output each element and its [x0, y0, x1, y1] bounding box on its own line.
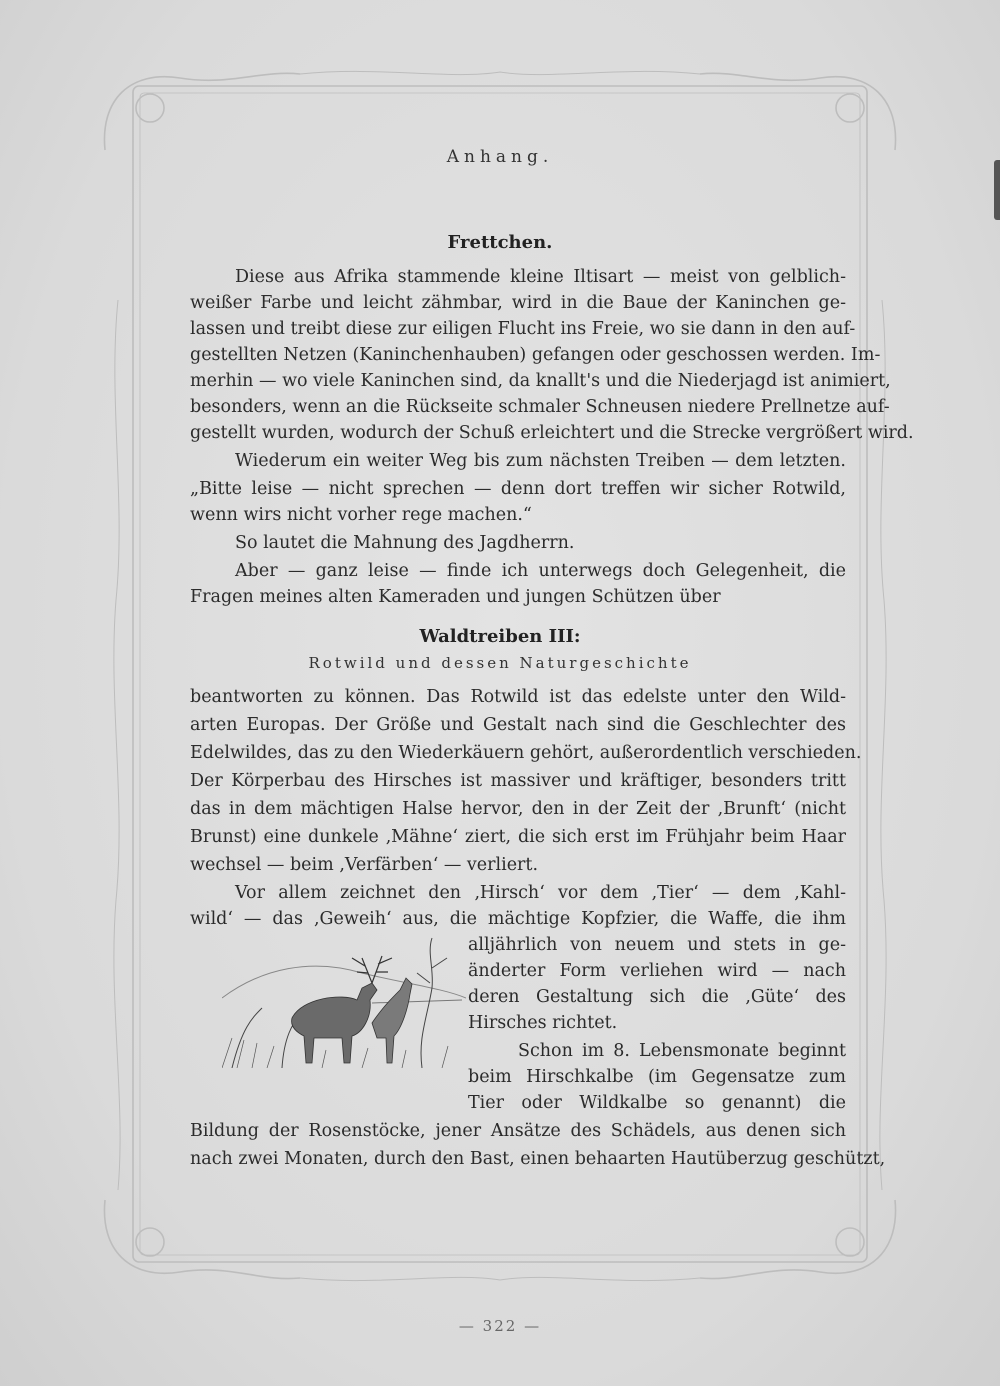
text-line: beim Hirschkalbe (im Gegensatze zum	[468, 1067, 846, 1087]
text-line: wenn wirs nicht vorher rege machen.“	[190, 505, 532, 525]
text-line: arten Europas. Der Größe und Gestalt nach sind die Geschlechter des	[190, 715, 846, 735]
text-line: Hirsches richtet.	[468, 1013, 618, 1033]
text-line: besonders, wenn an die Rückseite schmaler Schneusen niedere Prellnetze auf-	[190, 397, 890, 417]
text-line: wild‘ — das ‚Geweih‘ aus, die mächtige Kopfzier, die Waffe, die ihm	[190, 909, 846, 929]
text-line: Fragen meines alten Kameraden und jungen Schützen über	[190, 587, 721, 607]
text-line: beantworten zu können. Das Rotwild ist das edelste unter den Wild-	[190, 687, 846, 707]
text-line: Schon im 8. Lebensmonate beginnt	[518, 1041, 846, 1061]
text-line: Edelwildes, das zu den Wiederkäuern gehört, außerordentlich verschieden.	[190, 743, 862, 763]
text-line: Vor allem zeichnet den ‚Hirsch‘ vor dem ‚Tier‘ — dem ‚Kahl-	[235, 883, 846, 903]
text-line: gestellten Netzen (Kaninchenhauben) gefangen oder geschossen werden. Im-	[190, 345, 881, 365]
text-line: So lautet die Mahnung des Jagdherrn.	[235, 533, 575, 553]
deer-engraving-illustration	[222, 928, 466, 1068]
text-line: Wiederum ein weiter Weg bis zum nächsten Treiben — dem letzten.	[235, 451, 846, 471]
text-line: Diese aus Afrika stammende kleine Iltisart — meist von gelblich-	[235, 267, 846, 287]
page-edge-mark	[994, 160, 1000, 220]
text-line: weißer Farbe und leicht zähmbar, wird in die Baue der Kaninchen ge-	[190, 293, 846, 313]
text-line: Bildung der Rosenstöcke, jener Ansätze des Schädels, aus denen sich	[190, 1121, 846, 1141]
text-line: merhin — wo viele Kaninchen sind, da knallt's und die Niederjagd ist animiert,	[190, 371, 891, 391]
text-line: alljährlich von neuem und stets in ge-	[468, 935, 846, 955]
running-head: Anhang.	[446, 147, 554, 167]
text-line: gestellt wurden, wodurch der Schuß erleichtert und die Strecke vergrößert wird.	[190, 423, 914, 443]
text-line: änderter Form verliehen wird — nach	[468, 961, 846, 981]
text-line: Aber — ganz leise — finde ich unterwegs doch Gelegenheit, die	[235, 561, 846, 581]
text-line: das in dem mächtigen Halse hervor, den in der Zeit der ‚Brunft‘ (nicht	[190, 799, 846, 819]
section-title-frettchen: Frettchen.	[447, 232, 553, 253]
text-line: „Bitte leise — nicht sprechen — denn dort treffen wir sicher Rotwild,	[190, 479, 846, 499]
text-line: deren Gestaltung sich die ‚Güte‘ des	[468, 987, 846, 1007]
section-subtitle-rotwild: Rotwild und dessen Naturgeschichte	[308, 654, 692, 672]
text-line: Tier oder Wildkalbe so genannt) die	[468, 1093, 846, 1113]
text-line: wechsel — beim ‚Verfärben‘ — verliert.	[190, 855, 539, 875]
text-line: Der Körperbau des Hirsches ist massiver und kräftiger, besonders tritt	[190, 771, 846, 791]
section-title-waldtreiben: Waldtreiben III:	[419, 626, 581, 647]
page-number: — 322 —	[458, 1317, 542, 1335]
text-line: nach zwei Monaten, durch den Bast, einen behaarten Hautüberzug geschützt,	[190, 1149, 886, 1169]
text-line: Brunst) eine dunkele ‚Mähne‘ ziert, die sich erst im Frühjahr beim Haar	[190, 827, 846, 847]
text-line: lassen und treibt diese zur eiligen Flucht ins Freie, wo sie dann in den auf-	[190, 319, 856, 339]
